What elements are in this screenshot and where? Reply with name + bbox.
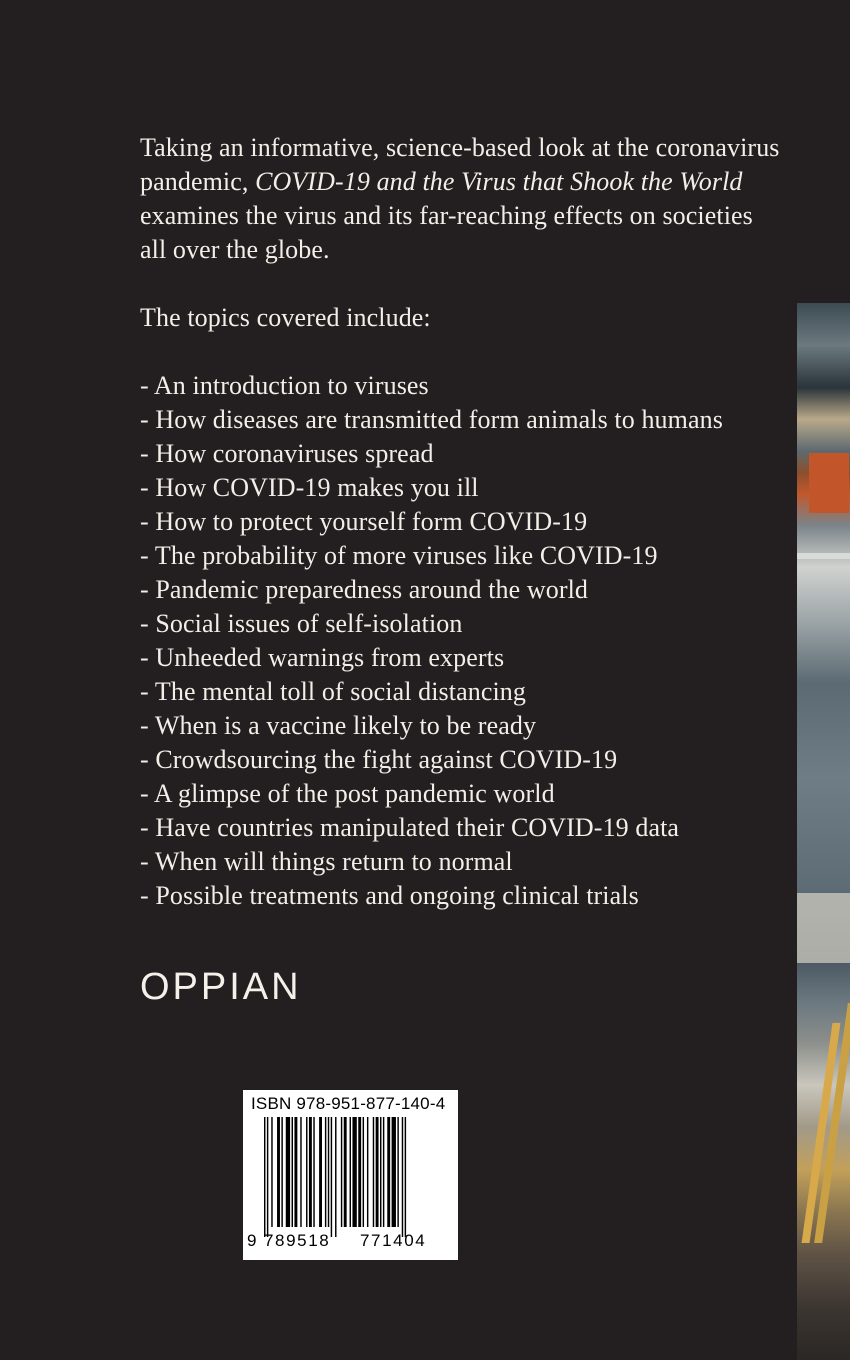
topic-item: - The probability of more viruses like COVID-19 xyxy=(140,541,658,570)
barcode-bar xyxy=(344,1117,347,1227)
barcode-bar xyxy=(402,1117,403,1237)
intro-paragraph xyxy=(140,131,780,267)
barcode-bar xyxy=(267,1117,268,1237)
barcode-bar xyxy=(341,1117,342,1227)
barcode-bar xyxy=(376,1117,379,1227)
barcode-bar xyxy=(328,1117,329,1227)
topic-item: - How coronaviruses spread xyxy=(140,439,434,468)
topic-item: - Social issues of self-isolation xyxy=(140,609,463,638)
barcode-bar xyxy=(383,1117,384,1227)
barcode-bar xyxy=(367,1117,368,1227)
barcode-bar xyxy=(281,1117,282,1227)
barcode-bar xyxy=(392,1117,396,1227)
blurb xyxy=(140,131,780,913)
barcode-bar xyxy=(271,1117,272,1227)
topic-item: - The mental toll of social distancing xyxy=(140,677,527,706)
barcode-bar xyxy=(300,1117,301,1227)
photo-sign xyxy=(809,453,849,513)
barcode-bar xyxy=(292,1117,293,1227)
barcode-bar xyxy=(373,1117,374,1227)
topic-item: - A glimpse of the post pandemic world xyxy=(140,779,555,808)
barcode-bar xyxy=(397,1117,398,1227)
barcode-bar xyxy=(335,1117,336,1237)
topic-item: - When is a vaccine likely to be ready xyxy=(140,711,537,740)
topics-list xyxy=(140,369,780,913)
cover-photo-strip xyxy=(797,303,850,1360)
book-title: COVID-19 and the Virus that Shook the World xyxy=(255,167,743,196)
isbn-barcode xyxy=(243,1090,458,1260)
photo-railing xyxy=(797,553,850,559)
publisher-logo: OPPIAN xyxy=(140,966,302,1008)
barcode-digits-right: 771404 xyxy=(360,1231,427,1250)
topic-item: - How to protect yourself form COVID-19 xyxy=(140,507,588,536)
barcode-bar xyxy=(380,1117,381,1227)
barcode-bar xyxy=(358,1117,361,1227)
topics-lead: The topics covered include: xyxy=(140,303,431,332)
barcode-bar xyxy=(294,1117,297,1227)
topic-item: - Unheeded warnings from experts xyxy=(140,643,505,672)
topic-item: - How COVID-19 makes you ill xyxy=(140,473,479,502)
barcode-bar xyxy=(387,1117,390,1227)
topic-item: - Have countries manipulated their COVID-19 data xyxy=(140,813,680,842)
barcode-bar xyxy=(350,1117,351,1227)
barcode-bar xyxy=(264,1117,265,1237)
barcode-bar xyxy=(306,1117,307,1227)
barcode-bar xyxy=(286,1117,290,1227)
barcode-bar xyxy=(309,1117,312,1227)
intro-text-start: Taking an informative, science-based look at the coronavirus pandemic, xyxy=(140,133,780,196)
intro-text-end: examines the virus and its far-reaching effects on societies all over the globe. xyxy=(140,201,753,264)
barcode-bar xyxy=(313,1117,314,1227)
barcode-bar xyxy=(325,1117,326,1227)
barcode-digits-left: 789518 xyxy=(264,1231,331,1250)
barcode-bar xyxy=(352,1117,356,1227)
topic-item: - Possible treatments and ongoing clinical trials xyxy=(140,881,639,910)
barcode-lead-digit: 9 xyxy=(247,1231,257,1250)
topic-item: - Crowdsourcing the fight against COVID-19 xyxy=(140,745,618,774)
topic-item: - An introduction to viruses xyxy=(140,371,429,400)
topic-item: - How diseases are transmitted form animals to humans xyxy=(140,405,723,434)
photo-crosswalk xyxy=(797,893,850,963)
barcode-bar xyxy=(277,1117,280,1227)
topic-item: - When will things return to normal xyxy=(140,847,513,876)
topic-item: - Pandemic preparedness around the world xyxy=(140,575,589,604)
barcode-bar xyxy=(405,1117,406,1237)
barcode-bar xyxy=(319,1117,322,1227)
isbn-label: ISBN 978-951-877-140-4 xyxy=(251,1094,446,1113)
barcode-bar xyxy=(331,1117,332,1237)
barcode-bar xyxy=(363,1117,364,1227)
